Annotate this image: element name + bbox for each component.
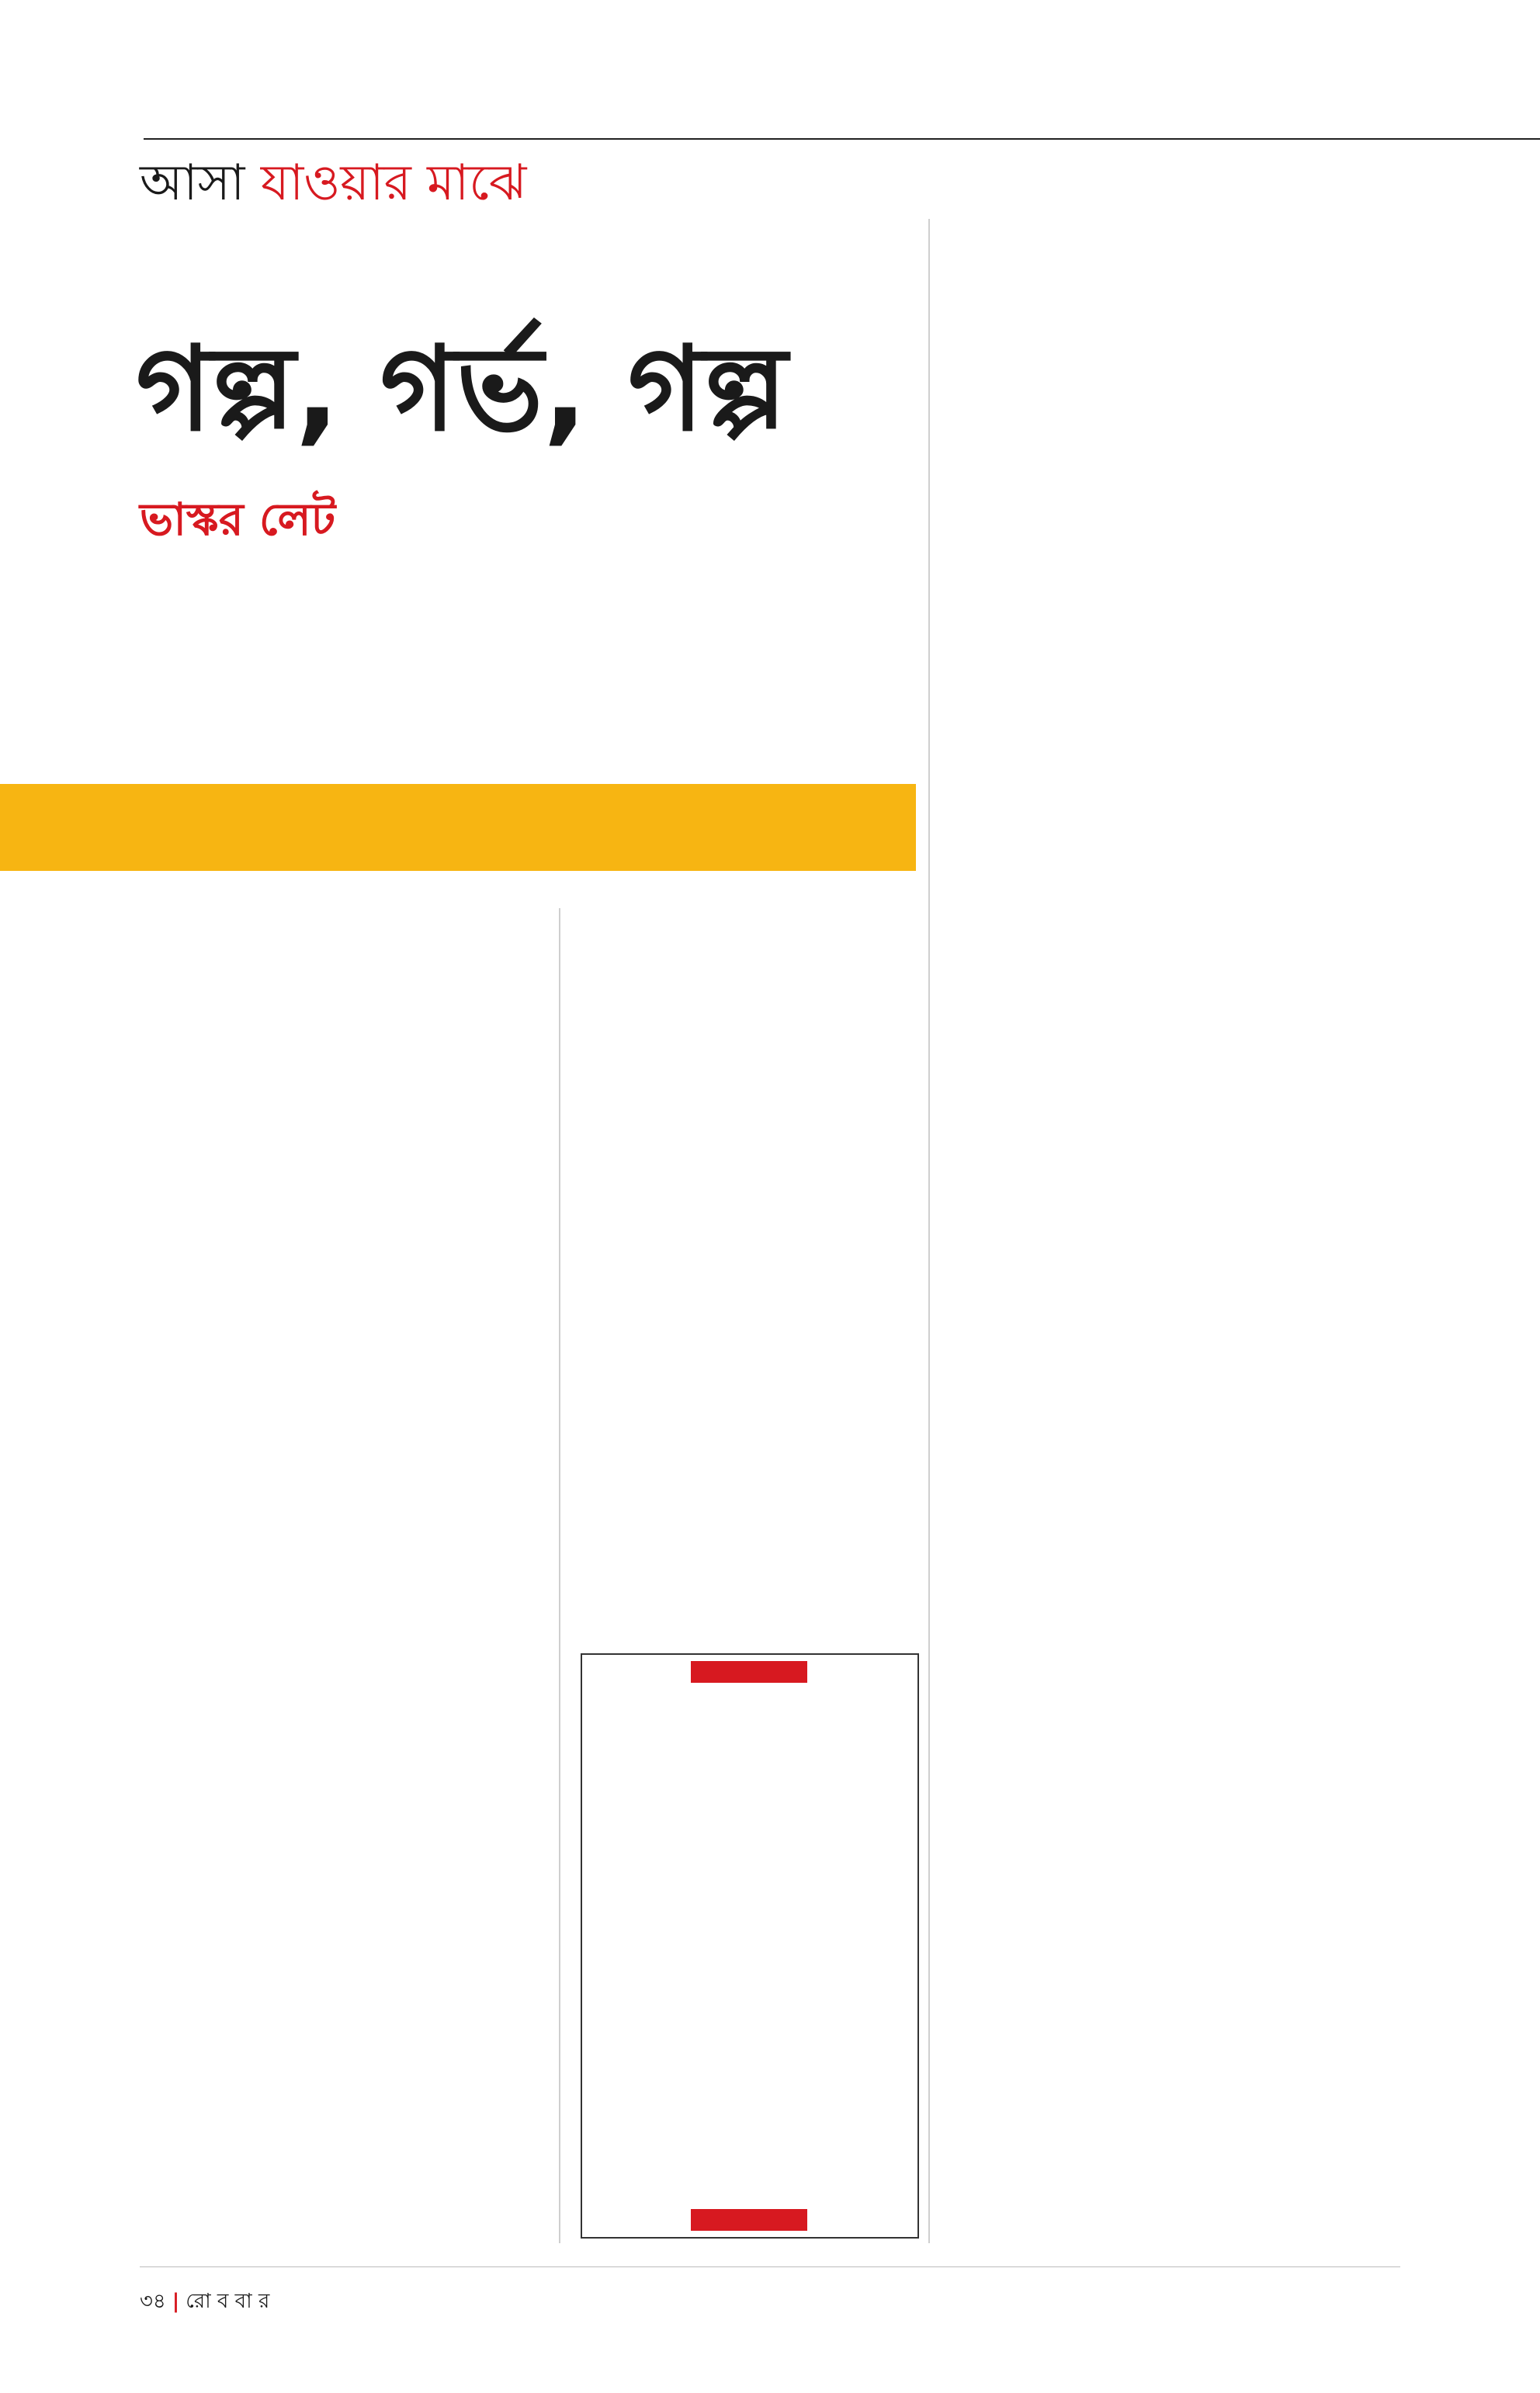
pull-quote-box: [581, 1653, 919, 2239]
column-divider-1: [559, 908, 560, 2243]
page-footer: [140, 2285, 269, 2319]
headline: গল্প, গর্ভ, গল্প: [136, 322, 788, 457]
pull-quote-top-bar: [691, 1661, 807, 1683]
byline: ভাস্কর লেট: [140, 493, 336, 546]
kicker-part-2: যাওয়ার মাঝে: [260, 154, 527, 212]
footer-rule: [140, 2266, 1400, 2267]
section-kicker: [140, 155, 526, 213]
pull-quote-bottom-bar: [691, 2209, 807, 2231]
page-number: ৩৪: [140, 2290, 166, 2313]
top-rule: [144, 138, 1540, 140]
footer-separator: |: [172, 2290, 180, 2313]
column-divider-2: [928, 219, 930, 2243]
kicker-part-1: আসা: [140, 154, 245, 212]
yellow-band: [0, 784, 916, 871]
publication-name: রো ব বা র: [186, 2290, 270, 2313]
